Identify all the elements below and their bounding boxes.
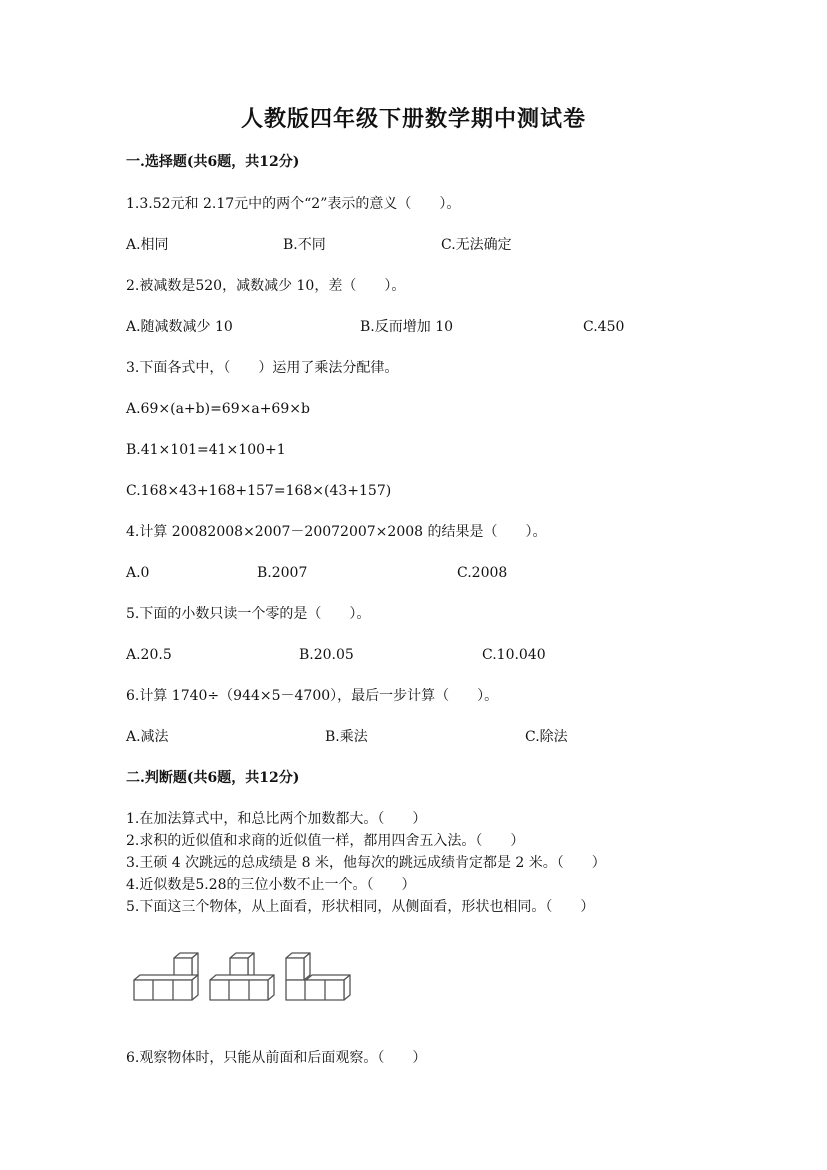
section1-heading: 一.选择题(共6题，共12分) bbox=[126, 154, 300, 170]
q2-option-b: B.反而增加 10 bbox=[360, 319, 454, 335]
q6-option-a: A.减法 bbox=[126, 729, 169, 745]
page-title: 人教版四年级下册数学期中测试卷 bbox=[240, 106, 586, 132]
cube-figure-1 bbox=[134, 953, 198, 1000]
q4-stem: 4.计算 20082008×2007－20072007×2008 的结果是（ ）。 bbox=[126, 524, 547, 540]
q1-option-c: C.无法确定 bbox=[441, 237, 512, 253]
q5-option-a: A.20.5 bbox=[126, 647, 172, 663]
judgement-item-1: 1.在加法算式中，和总比两个加数都大。（ ） bbox=[126, 811, 427, 827]
judgement-item-6: 6.观察物体时，只能从前面和后面观察。（ ） bbox=[126, 1050, 427, 1066]
judgement-item-5: 5.下面这三个物体，从上面看，形状相同，从侧面看，形状也相同。（ ） bbox=[126, 899, 595, 915]
q3-option-c: C.168×43+168+157=168×(43+157) bbox=[126, 483, 392, 499]
q3-stem: 3.下面各式中，（ ）运用了乘法分配律。 bbox=[126, 360, 399, 376]
cube-figures-illustration bbox=[128, 950, 358, 1006]
q4-option-a: A.0 bbox=[126, 565, 150, 581]
q1-option-a: A.相同 bbox=[126, 237, 169, 253]
q5-stem: 5.下面的小数只读一个零的是（ ）。 bbox=[126, 606, 371, 622]
q3-option-b: B.41×101=41×100+1 bbox=[126, 442, 286, 458]
q5-option-c: C.10.040 bbox=[482, 647, 546, 663]
q1-stem: 1.3.52元和 2.17元中的两个“2”表示的意义（ ）。 bbox=[126, 196, 461, 212]
q2-option-a: A.随减数减少 10 bbox=[126, 319, 233, 335]
q3-option-a: A.69×(a+b)=69×a+69×b bbox=[126, 401, 310, 417]
judgement-item-3: 3.王硕 4 次跳远的总成绩是 8 米，他每次的跳远成绩肯定都是 2 米。（ ） bbox=[126, 855, 606, 871]
judgement-item-4: 4.近似数是5.28的三位小数不止一个。（ ） bbox=[126, 877, 416, 893]
section2-heading: 二.判断题(共6题，共12分) bbox=[126, 770, 300, 786]
cube-figure-3 bbox=[286, 953, 350, 1000]
q2-option-c: C.450 bbox=[583, 319, 625, 335]
q2-stem: 2.被减数是520，减数减少 10，差（ ）。 bbox=[126, 278, 406, 294]
q1-option-b: B.不同 bbox=[283, 237, 326, 253]
cube-figure-2 bbox=[210, 953, 274, 1000]
judgement-item-2: 2.求积的近似值和求商的近似值一样，都用四舍五入法。（ ） bbox=[126, 833, 525, 849]
q6-stem: 6.计算 1740÷（944×5－4700），最后一步计算（ ）。 bbox=[126, 688, 499, 704]
q4-option-b: B.2007 bbox=[257, 565, 308, 581]
q6-option-c: C.除法 bbox=[525, 729, 568, 745]
q4-option-c: C.2008 bbox=[457, 565, 508, 581]
q5-option-b: B.20.05 bbox=[299, 647, 354, 663]
q6-option-b: B.乘法 bbox=[325, 729, 368, 745]
